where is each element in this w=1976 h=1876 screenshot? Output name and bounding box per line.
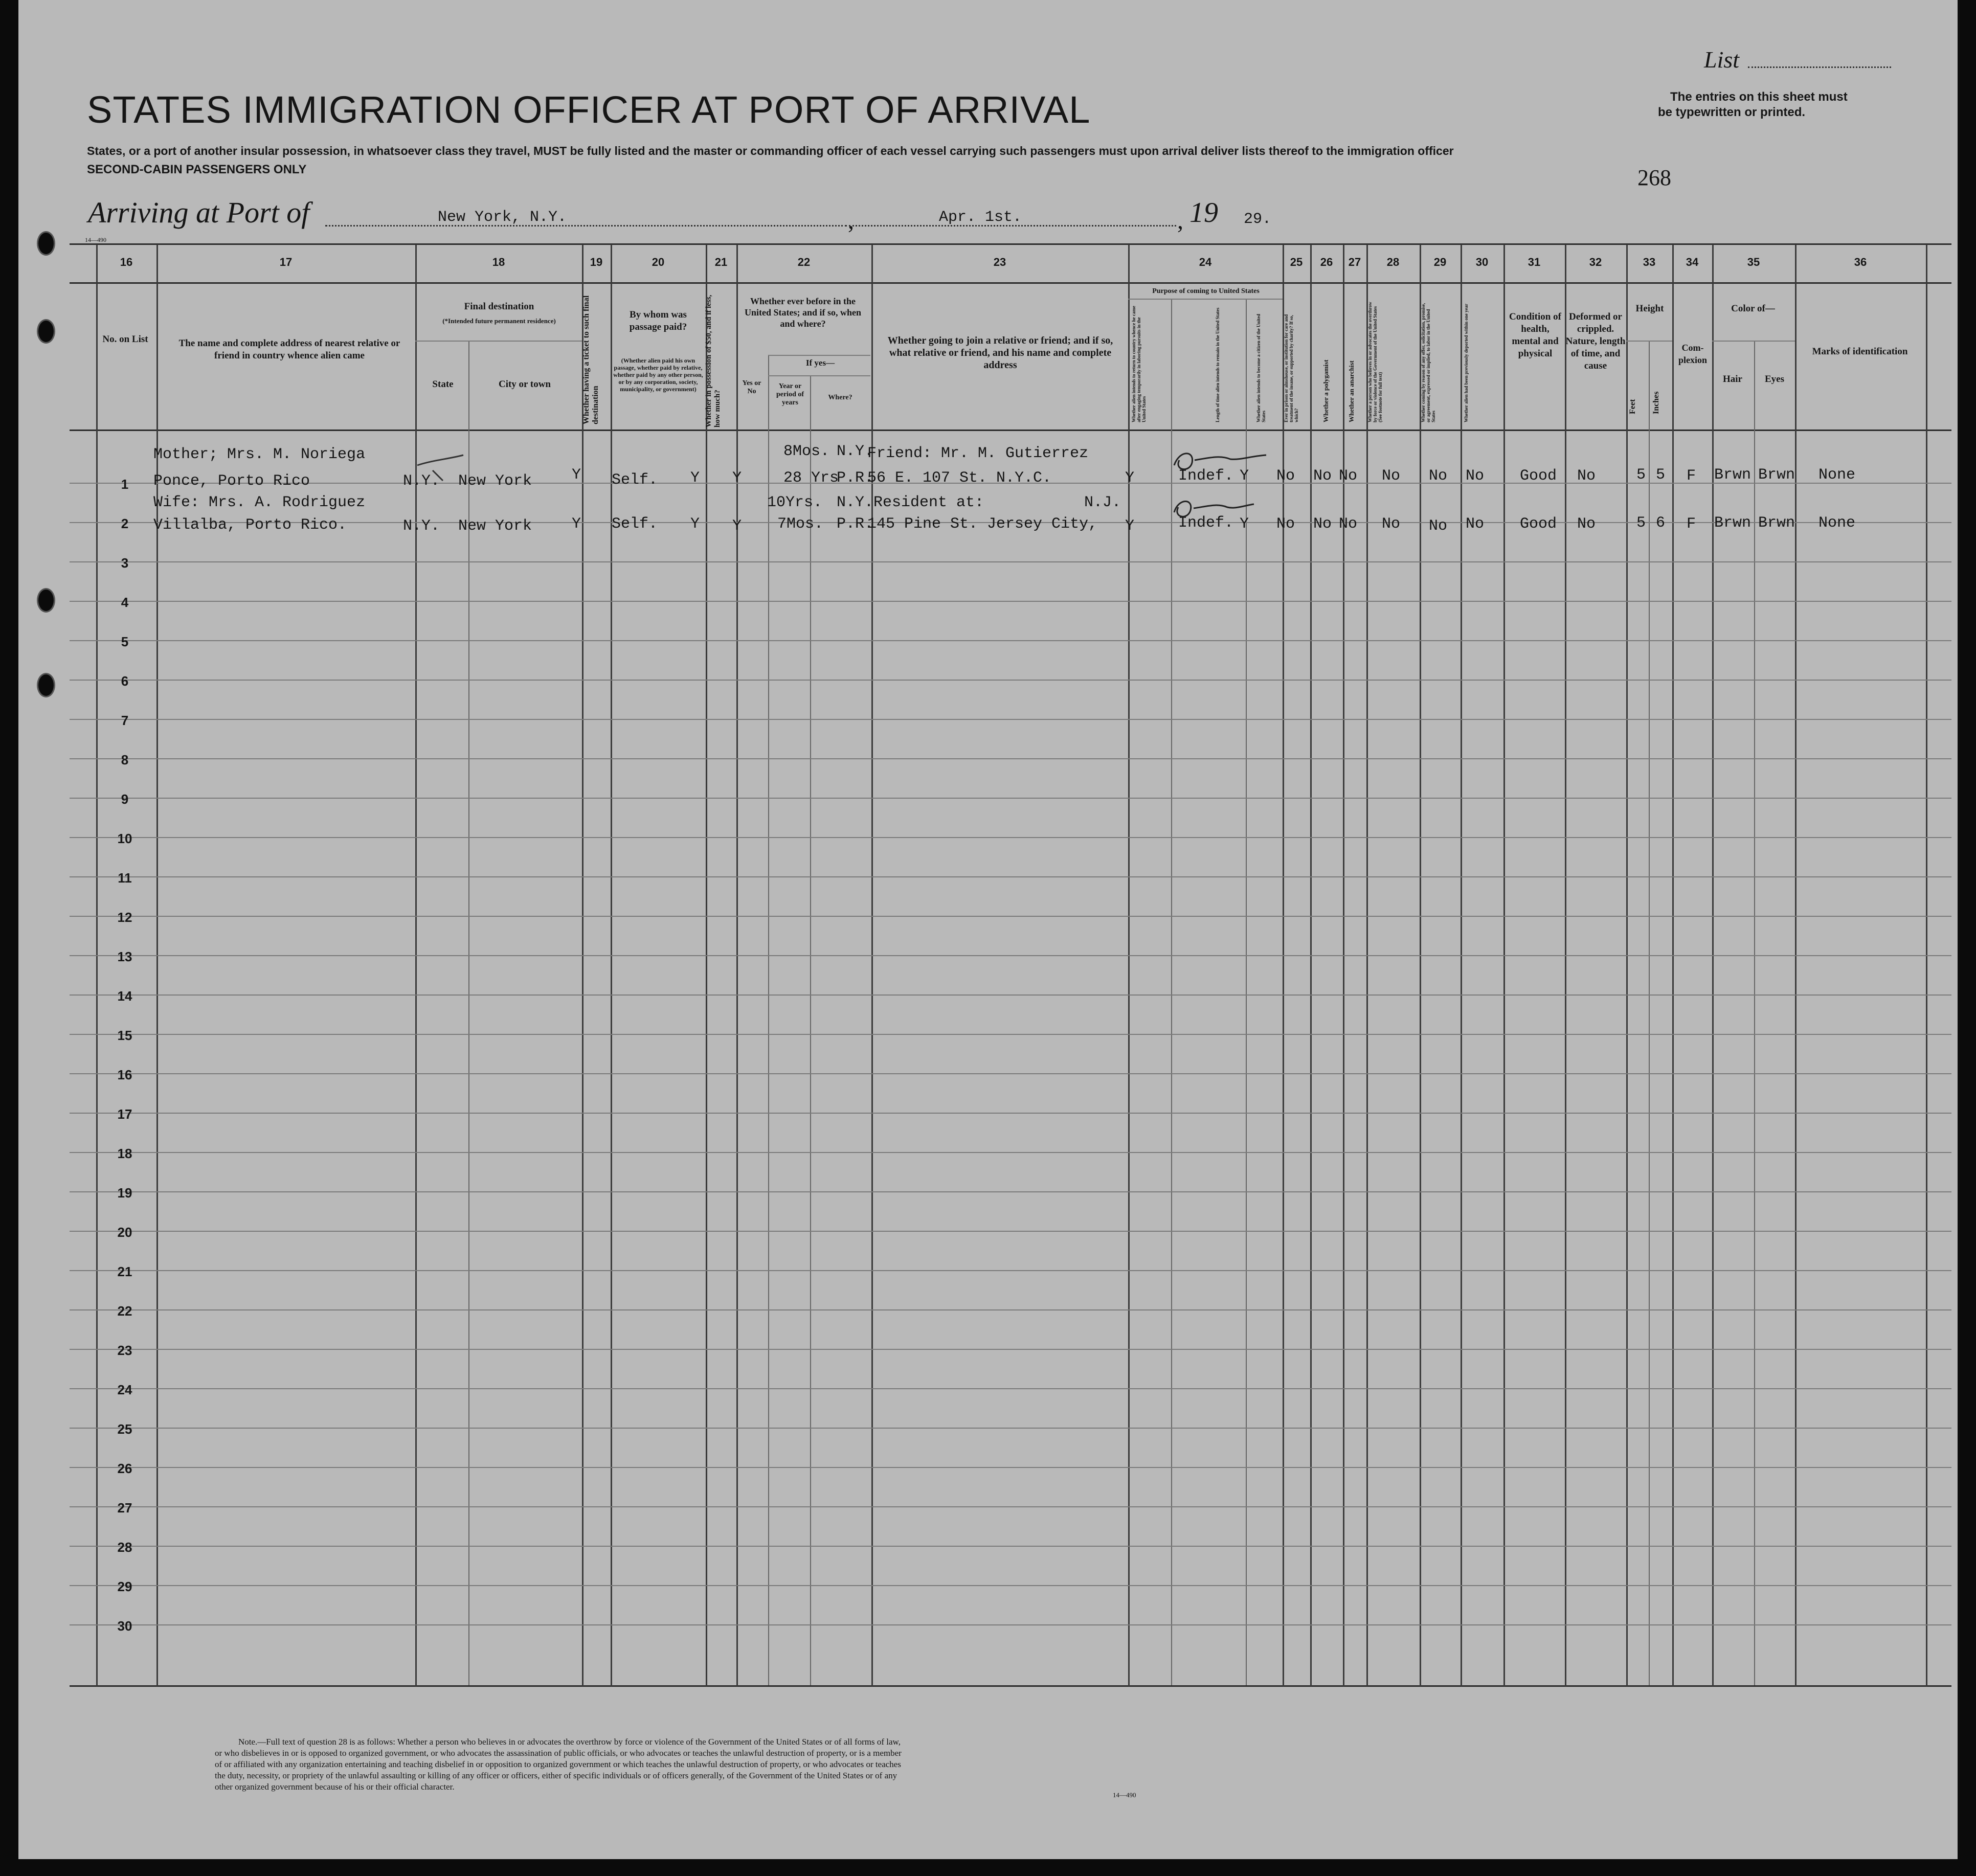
col26-header: Whether a polygamist — [1322, 359, 1330, 422]
col18-city-header: City or town — [498, 379, 551, 390]
footnote-form-number: 14—490 — [1113, 1791, 1136, 1799]
ticket-value: Y — [572, 515, 581, 533]
marks-value: None — [1818, 466, 1856, 484]
row-number: 26 — [117, 1461, 132, 1476]
feet-value: 5 — [1636, 514, 1646, 532]
manifest-sheet — [18, 0, 1958, 1859]
row-line — [70, 1624, 1951, 1625]
column-number: 24 — [1199, 256, 1212, 268]
footnote-line2: or who disbelieves in or is opposed to organized government, or who advocates the assassination of public officials, or who advocates or teaches the unlawful destruction of property, or is a member — [215, 1748, 902, 1758]
complexion-value: F — [1687, 467, 1696, 485]
row-line — [70, 1428, 1951, 1429]
column-line — [1310, 244, 1312, 1686]
row-line — [70, 1231, 1951, 1232]
col19-header: Whether having a ticket to such final destination — [582, 295, 600, 424]
col24-header: Purpose of coming to United States — [1152, 287, 1260, 295]
col18-header: Final destination — [464, 301, 534, 312]
row-line — [70, 680, 1951, 681]
joining-line1: Friend: Mr. M. Gutierrez — [867, 445, 1089, 462]
row-number: 5 — [121, 634, 129, 649]
col23-header: Whether going to join a relative or friend; and if so, what relative or friend, and his name and complete address — [887, 335, 1113, 371]
row-line — [70, 837, 1951, 838]
overthrow-value: No — [1382, 467, 1401, 485]
column-line — [1128, 244, 1130, 1686]
col27-header: Whether an anarchist — [1348, 360, 1355, 422]
row-line — [70, 1388, 1951, 1389]
column-number: 34 — [1686, 256, 1699, 268]
col30-header: Whether alien had been previously deported within one year — [1464, 303, 1469, 422]
footnote-line1: Note.—Full text of question 28 is as follows: Whether a person who believes in or advocates the overthrow by force or violence of the Government of the United States or of all forms of law, — [238, 1737, 901, 1747]
col22-sub-rule-2 — [768, 375, 870, 376]
inches-value: 5 — [1656, 466, 1666, 484]
col22-ifyes-header: If yes— — [805, 358, 835, 368]
col25-header: Ever in prison or almshouse, or institution for care and treatment of the insane, or supported by charity? If so, which? — [1284, 314, 1299, 422]
row-number: 4 — [121, 595, 129, 610]
column-line — [96, 244, 98, 1686]
col20-header: By whom was passage paid? — [629, 309, 687, 332]
handwritten-annotation-2 — [1164, 494, 1266, 525]
row-line — [70, 1546, 1951, 1547]
col36-header: Marks of identification — [1812, 346, 1908, 357]
col35-eyes-header: Eyes — [1765, 374, 1784, 385]
col35-sub-rule — [1712, 341, 1795, 342]
col22-year-header: Year or period of years — [776, 382, 804, 406]
col33-header: Height — [1635, 303, 1664, 314]
col22-header: Whether ever before in the United States; and if so, when and where? — [744, 296, 862, 329]
binder-hole — [37, 673, 55, 697]
col24-sub-rule — [1128, 299, 1283, 300]
joining-line1b: N.J. — [1084, 494, 1121, 511]
deformed-value: No — [1577, 467, 1596, 485]
column-number: 25 — [1290, 256, 1303, 268]
before-value: Y — [732, 517, 742, 535]
paid-by-value: Self. — [612, 471, 658, 489]
deported-value: No — [1466, 515, 1485, 533]
row-line — [70, 719, 1951, 720]
state-value: N.Y. — [403, 517, 440, 535]
row-number: 10 — [117, 831, 132, 846]
port-line — [325, 224, 847, 227]
period-line2: 28 Yrs — [783, 469, 839, 487]
row-number: 22 — [117, 1303, 132, 1319]
col24a-header: Whether alien intends to return to country whence he came after engaging temporarily in laboring pursuits in the United States — [1131, 306, 1147, 422]
arriving-label: Arriving at Port of — [88, 196, 310, 229]
header-bottom-rule — [70, 430, 1951, 431]
sheet-number: 268 — [1637, 165, 1671, 190]
column-number: 23 — [993, 256, 1006, 268]
health-value: Good — [1520, 515, 1557, 533]
citizen-value: Y — [1240, 515, 1249, 533]
col17-header: The name and complete address of nearest relative or friend in country whence alien came — [178, 338, 400, 361]
column-number: 35 — [1747, 256, 1760, 268]
joining-line1: Resident at: — [873, 494, 984, 511]
polygamist-value: No — [1313, 515, 1332, 533]
where-line1: N.Y. — [837, 494, 874, 511]
col22-where-header: Where? — [828, 394, 852, 401]
date-value: Apr. 1st. — [939, 209, 1022, 226]
row-number: 15 — [117, 1028, 132, 1043]
hair-value: Brwn — [1714, 466, 1752, 484]
hair-value: Brwn — [1714, 514, 1752, 532]
column-line — [1712, 244, 1714, 1686]
relative-line2: Ponce, Porto Rico — [153, 472, 310, 490]
column-number: 19 — [590, 256, 603, 268]
row-number: 11 — [118, 870, 132, 886]
col31-header: Condition of health, mental and physical — [1509, 311, 1561, 359]
col34-header: Com-plexion — [1678, 343, 1707, 365]
feet-value: 5 — [1636, 466, 1646, 484]
comma-1: , — [848, 207, 854, 234]
where-line2: P.R. — [837, 515, 874, 533]
column-line — [1626, 244, 1628, 1686]
row-number: 28 — [117, 1540, 132, 1555]
return-value: Y — [1125, 517, 1135, 535]
sub-column-line — [1754, 341, 1755, 1685]
row-number: 21 — [117, 1264, 132, 1279]
column-number: 22 — [797, 256, 811, 268]
column-number: 16 — [120, 256, 133, 268]
comma-2: , — [1177, 207, 1183, 234]
row-line — [70, 1152, 1951, 1153]
col18-state-header: State — [432, 379, 454, 390]
column-number: 36 — [1854, 256, 1867, 268]
binder-hole — [37, 319, 55, 344]
column-line — [1565, 244, 1566, 1686]
row-number: 17 — [117, 1106, 132, 1122]
column-number: 17 — [279, 256, 293, 268]
row-line — [70, 1309, 1951, 1310]
period-line1: 8Mos. — [783, 443, 830, 460]
column-number: 18 — [492, 256, 505, 268]
row-line — [70, 1585, 1951, 1586]
column-number: 26 — [1320, 256, 1333, 268]
column-number: 21 — [714, 256, 728, 268]
row-line — [70, 798, 1951, 799]
row-number: 1 — [121, 477, 129, 492]
column-line — [1283, 244, 1284, 1686]
money-value: Y — [690, 515, 700, 533]
row-number: 20 — [117, 1225, 132, 1240]
col16-header: No. on List — [102, 334, 148, 345]
column-line — [1366, 244, 1368, 1686]
col24c-header: Whether alien intends to become a citizen of the United States — [1256, 313, 1266, 422]
column-number: 29 — [1433, 256, 1447, 268]
row-line — [70, 1113, 1951, 1114]
period-line2: 7Mos. — [777, 515, 824, 533]
row-line — [70, 1349, 1951, 1350]
col35-header: Color of— — [1731, 303, 1775, 314]
row-line — [70, 1467, 1951, 1468]
row-line — [70, 561, 1951, 562]
row-line — [70, 640, 1951, 641]
col32-header: Deformed or crippled. Nature, length of time, and cause — [1565, 311, 1626, 371]
row-number: 29 — [117, 1579, 132, 1594]
col29-header: Whether coming by reason of any offer, solicitation, promise, or agreement, expressed or implied, to labor in the United States — [1421, 303, 1436, 422]
state-value: N.Y. — [403, 472, 440, 490]
column-line — [736, 244, 738, 1686]
where-line1: N.Y. — [837, 443, 874, 460]
row-number: 23 — [117, 1343, 132, 1358]
sub-column-line — [768, 355, 769, 1685]
offer-value: No — [1429, 517, 1448, 535]
class-line: SECOND-CABIN PASSENGERS ONLY — [87, 163, 307, 176]
entries-note-2: be typewritten or printed. — [1658, 105, 1806, 119]
complexion-value: F — [1687, 515, 1696, 533]
relative-line1: Mother; Mrs. M. Noriega — [153, 446, 366, 463]
deformed-value: No — [1577, 515, 1596, 533]
entries-note-1: The entries on this sheet must — [1670, 90, 1848, 104]
row-line — [70, 1506, 1951, 1507]
paid-by-value: Self. — [612, 515, 658, 533]
row-line — [70, 1191, 1951, 1192]
year-suffix: 29. — [1244, 211, 1272, 228]
row-line — [70, 601, 1951, 602]
row-number: 27 — [117, 1500, 132, 1516]
col21-header: Whether in possession of $50, and if less, how much? — [705, 295, 722, 427]
anarchist-value: No — [1339, 467, 1358, 485]
column-line — [1672, 244, 1674, 1686]
row-number: 24 — [117, 1382, 132, 1397]
page-title: STATES IMMIGRATION OFFICER AT PORT OF ARRIVAL — [87, 88, 1091, 131]
column-number: 31 — [1528, 256, 1541, 268]
column-line — [1795, 244, 1797, 1686]
table-bottom-rule — [70, 1685, 1951, 1687]
period-line1: 10Yrs. — [767, 494, 823, 511]
row-number: 7 — [121, 713, 129, 728]
sub-column-line — [810, 375, 811, 1685]
sub-column-line — [468, 341, 469, 1685]
polygamist-value: No — [1313, 467, 1332, 485]
joining-line2: 56 E. 107 St. N.Y.C. — [867, 469, 1052, 487]
row-number: 14 — [117, 988, 132, 1004]
row-line — [70, 916, 1951, 917]
city-value: New York — [458, 472, 532, 490]
row-line — [70, 994, 1951, 996]
row-number: 8 — [121, 752, 129, 767]
sub-column-line — [1649, 341, 1650, 1685]
inches-value: 6 — [1656, 514, 1666, 532]
row-line — [70, 1073, 1951, 1074]
column-number: 33 — [1643, 256, 1656, 268]
relative-line2: Villalba, Porto Rico. — [153, 516, 347, 534]
col33-sub-rule — [1626, 341, 1672, 342]
row-number: 30 — [117, 1618, 132, 1634]
row-number: 9 — [121, 792, 129, 807]
port-value: New York, N.Y. — [438, 209, 567, 226]
row-line — [70, 1270, 1951, 1271]
row-number: 19 — [117, 1185, 132, 1201]
eyes-value: Brwn — [1758, 466, 1795, 484]
binder-hole — [37, 588, 55, 613]
city-value: New York — [458, 517, 532, 535]
marks-value: None — [1818, 514, 1856, 532]
deported-value: No — [1466, 467, 1485, 485]
col18-sub-rule — [415, 341, 582, 342]
joining-line2: 145 Pine St. Jersey City, — [867, 515, 1098, 533]
list-number-line — [1748, 65, 1891, 68]
col24b-header: Length of time alien intends to remain in the United States — [1215, 307, 1220, 422]
column-line — [1503, 244, 1505, 1686]
ticket-value: Y — [572, 466, 581, 484]
column-number: 32 — [1589, 256, 1602, 268]
column-line — [1420, 244, 1421, 1686]
row-line — [70, 955, 1951, 956]
column-line — [1343, 244, 1344, 1686]
column-line — [1926, 244, 1927, 1686]
col33-inches-header: Inches — [1652, 391, 1660, 414]
relative-line1: Wife: Mrs. A. Rodriguez — [153, 494, 366, 511]
binder-hole — [37, 231, 55, 256]
row-number: 12 — [117, 910, 132, 925]
table-top-rule — [70, 243, 1951, 245]
row-number: 3 — [121, 555, 129, 571]
row-line — [70, 876, 1951, 877]
money-value: Y — [690, 469, 700, 487]
prison-value: No — [1276, 515, 1295, 533]
column-line — [582, 244, 583, 1686]
anarchist-value: No — [1339, 515, 1358, 533]
handwritten-annotation-1 — [1164, 445, 1276, 481]
row-line — [70, 1034, 1951, 1035]
col22-sub-rule — [768, 355, 870, 356]
col18-note: (*Intended future permanent residence) — [442, 317, 556, 325]
col28-header: Whether a person who believes in or advocates the overthrow by force or violence of the Government of the United States (See footnote for full text) — [1367, 302, 1383, 422]
form-number-top: 14—490 — [85, 236, 106, 243]
intro-text: States, or a port of another insular possession, in whatsoever class they travel, MUST be fully listed and the master or commanding officer of each vessel carrying such passengers must upon arrival deliver lists thereof to the immigration officer — [87, 144, 1454, 157]
footnote-line3: of or affiliated with any organization entertaining and teaching disbelief in or opposition to organized government or which teaches the unlawful destruction of property, or who advocates or teaches — [215, 1759, 901, 1769]
citizen-value: Y — [1240, 467, 1249, 485]
list-label: List — [1704, 47, 1740, 73]
row-number: 6 — [121, 673, 129, 689]
row-number: 13 — [117, 949, 132, 964]
overthrow-value: No — [1382, 515, 1401, 533]
column-number: 27 — [1348, 256, 1361, 268]
colnum-rule — [70, 282, 1951, 284]
prison-value: No — [1276, 467, 1295, 485]
before-value: Y — [732, 469, 742, 487]
column-line — [706, 244, 707, 1686]
row-number: 18 — [117, 1146, 132, 1161]
offer-value: No — [1429, 467, 1448, 485]
col20-note: (Whether alien paid his own passage, whether paid by relative, whether paid by any other person, or by any corporation, society, municipality, or government) — [613, 357, 703, 393]
col33-feet-header: Feet — [1628, 399, 1637, 414]
row-number: 16 — [117, 1067, 132, 1082]
row-line — [70, 758, 1951, 759]
where-line2: P.R. — [837, 469, 874, 487]
footnote-line5: other organized government because of his or their official character. — [215, 1782, 455, 1792]
column-line — [1461, 244, 1462, 1686]
health-value: Good — [1520, 467, 1557, 485]
footnote-line4: the duty, necessity, or propriety of the unlawful assaulting or killing of any officer or officers, either of specific individuals or of officers generally, of the Government of the United States or of any — [215, 1771, 897, 1780]
row-number: 2 — [121, 516, 129, 531]
column-line — [611, 244, 612, 1686]
column-number: 30 — [1475, 256, 1489, 268]
col22-yesno-header: Yes or No — [742, 379, 761, 395]
row-number: 25 — [117, 1421, 132, 1437]
column-number: 20 — [652, 256, 665, 268]
eyes-value: Brwn — [1758, 514, 1795, 532]
length-value: Indef. — [1178, 467, 1234, 485]
col35-hair-header: Hair — [1723, 374, 1742, 385]
column-number: 28 — [1386, 256, 1400, 268]
return-value: Y — [1125, 469, 1135, 487]
checkmark-annotation — [412, 450, 474, 486]
length-value: Indef. — [1178, 514, 1234, 532]
year-prefix: 19 — [1189, 197, 1218, 229]
